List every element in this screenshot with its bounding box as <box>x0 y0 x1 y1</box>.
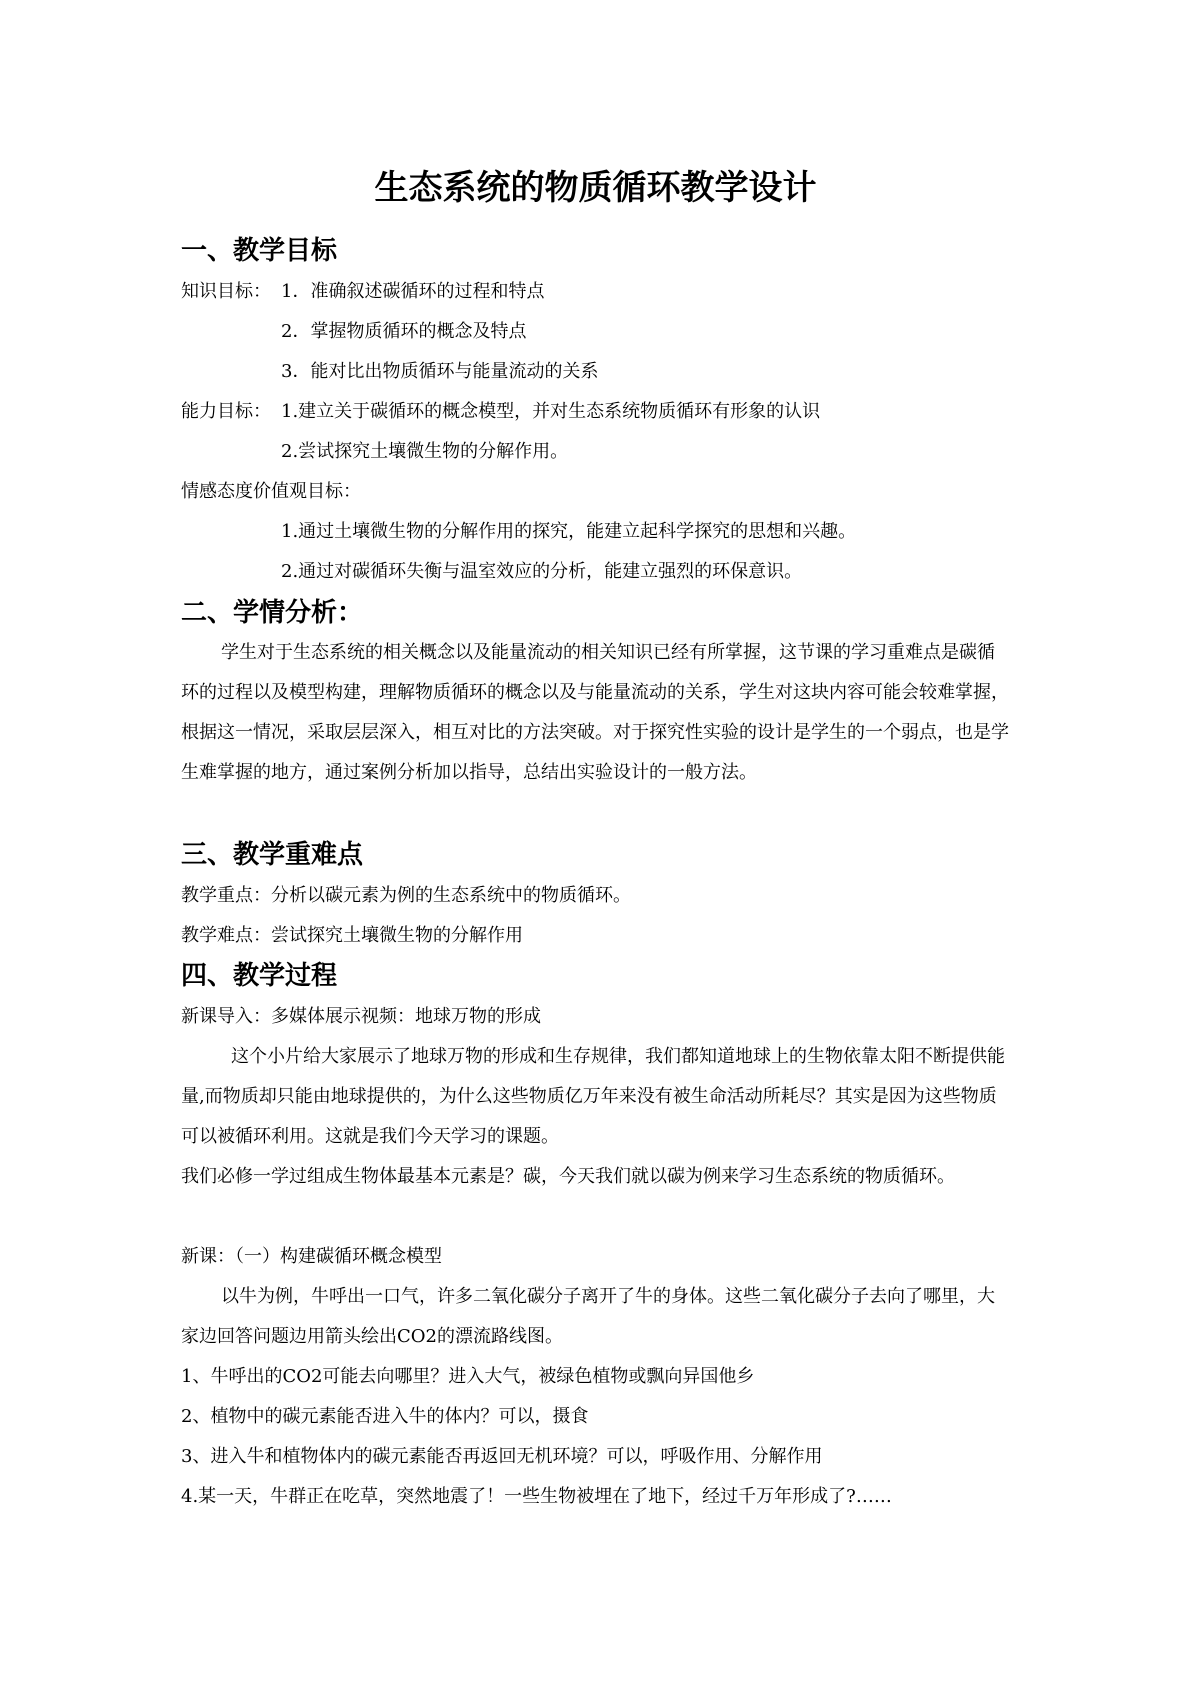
knowledge-goal-item: 3．能对比出物质循环与能量流动的关系 <box>281 361 599 382</box>
ability-goal-item: 2.尝试探究土壤微生物的分解作用。 <box>281 441 569 462</box>
question-item: 2、植物中的碳元素能否进入牛的体内？可以，摄食 <box>181 1406 589 1427</box>
intro-text: 新课导入：多媒体展示视频：地球万物的形成 <box>181 1006 541 1027</box>
difficult-point-text: 教学难点：尝试探究土壤微生物的分解作用 <box>181 925 523 946</box>
knowledge-goal-item: 1．准确叙述碳循环的过程和特点 <box>281 281 545 302</box>
emotion-goal-label: 情感态度价值观目标： <box>181 481 361 502</box>
process-paragraph: 这个小片给大家展示了地球万物的形成和生存规律，我们都知道地球上的生物依靠太阳不断提供能量,而物质却只能由地球提供的，为什么这些物质亿万年来没有被生命活动所耗尽？其实是因为这些物质可以被循环利用。这就是我们今天学习的课题。 <box>181 1046 1005 1147</box>
emotion-goal-item: 1.通过土壤微生物的分解作用的探究，能建立起科学探究的思想和兴趣。 <box>281 521 857 542</box>
section-heading-key-points: 三、教学重难点 <box>181 840 364 870</box>
emotion-goal-item: 2.通过对碳循环失衡与温室效应的分析，能建立强烈的环保意识。 <box>281 561 803 582</box>
new-lesson-heading: 新课：（一）构建碳循环概念模型 <box>181 1246 442 1267</box>
ability-goal-label: 能力目标： <box>181 401 271 422</box>
section-heading-analysis: 二、学情分析： <box>181 598 364 628</box>
key-point-text: 教学重点：分析以碳元素为例的生态系统中的物质循环。 <box>181 885 631 906</box>
question-item: 4.某一天，牛群正在吃草，突然地震了！一些生物被埋在了地下，经过千万年形成了?…… <box>181 1486 892 1507</box>
question-item: 3、进入牛和植物体内的碳元素能否再返回无机环境？可以，呼吸作用、分解作用 <box>181 1446 823 1467</box>
document-title: 生态系统的物质循环教学设计 <box>374 168 817 208</box>
process-paragraph: 我们必修一学过组成生物体最基本元素是？碳，今天我们就以碳为例来学习生态系统的物质循环。 <box>181 1166 955 1187</box>
section-heading-process: 四、教学过程 <box>181 961 338 991</box>
section-heading-goals: 一、教学目标 <box>181 236 338 266</box>
ability-goal-item: 1.建立关于碳循环的概念模型，并对生态系统物质循环有形象的认识 <box>281 401 821 422</box>
analysis-paragraph: 学生对于生态系统的相关概念以及能量流动的相关知识已经有所掌握，这节课的学习重难点是碳循环的过程以及模型构建，理解物质循环的概念以及与能量流动的关系，学生对这块内容可能会较难掌握，根据这一情况，采取层层深入，相互对比的方法突破。对于探究性实验的设计是学生的一个弱点，也是学生难掌握的地方，通过案例分析加以指导，总结出实验设计的一般方法。 <box>181 642 1009 783</box>
process-paragraph: 以牛为例，牛呼出一口气，许多二氧化碳分子离开了牛的身体。这些二氧化碳分子去向了哪里，大家边回答问题边用箭头绘出CO2的漂流路线图。 <box>181 1286 995 1347</box>
knowledge-goal-label: 知识目标： <box>181 281 271 302</box>
question-item: 1、牛呼出的CO2可能去向哪里？进入大气，被绿色植物或飘向异国他乡 <box>181 1366 755 1387</box>
knowledge-goal-item: 2．掌握物质循环的概念及特点 <box>281 321 527 342</box>
